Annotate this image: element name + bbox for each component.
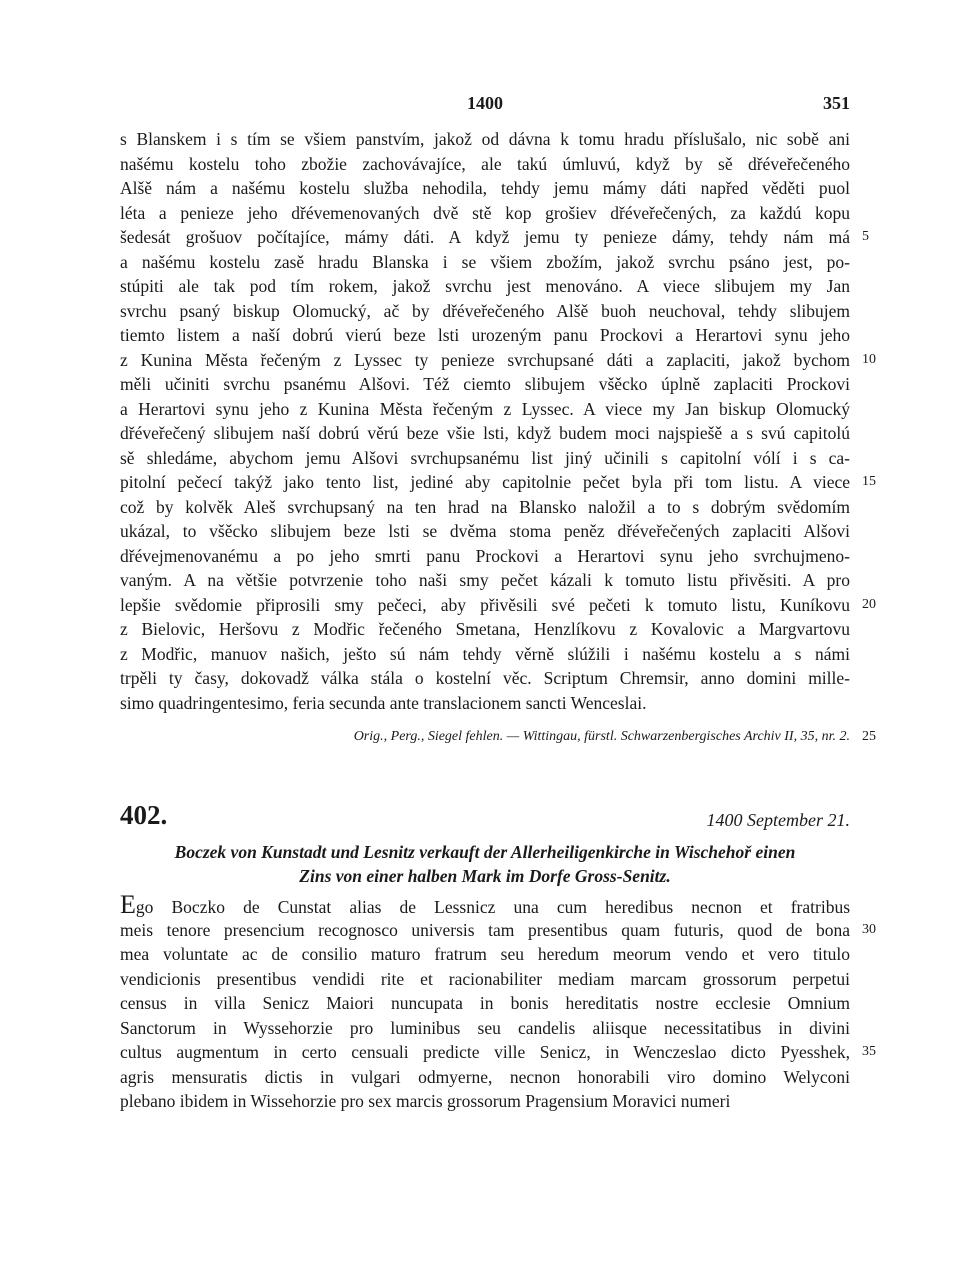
initial-letter: E	[120, 890, 136, 919]
text-line	[120, 1040, 876, 1065]
source-note-text: Orig., Perg., Siegel fehlen. — Wittingau, fürstl. Schwarzenbergisches Archiv II, 35, nr. 2.	[353, 729, 850, 744]
line-text	[120, 890, 850, 920]
line-text: našému kostelu toho zbožie zachovávajíce, ale takú úmluvú, když by sě dřéveřečeného	[120, 153, 850, 174]
line-number: 20	[862, 596, 876, 612]
line-text: svrchu psaný biskup Olomucký, ač by dřéveřečeného Alšě buoh neuchoval, tehdy slibujem	[120, 300, 850, 321]
line-number: 35	[862, 1044, 876, 1059]
line-text: vaným. A na většie potvrzenie toho naši smy pečet kázali k tomuto listu přivěsiti. A pro	[120, 570, 850, 590]
text-line	[120, 642, 850, 667]
line-number: 25	[862, 729, 876, 744]
text-line	[120, 544, 850, 569]
line-text: agris mensuratis dictis in vulgari odmyerne, necnon honorabili viro domino Welyconi	[120, 1066, 850, 1087]
text-line	[120, 617, 850, 642]
text-line	[120, 127, 850, 152]
running-head-year: 1400	[467, 93, 503, 113]
line-text: trpěli ty časy, dokovadž válka stála o kostelní věc. Scriptum Chremsir, anno domini mille-	[120, 668, 850, 688]
text-line	[120, 421, 850, 446]
document-date: 1400 September 21.	[706, 810, 850, 830]
document-text	[120, 890, 876, 1114]
line-number: 15	[862, 474, 876, 489]
regest-line: Zins von einer halben Mark im Dorfe Gross-Senitz.	[299, 866, 671, 886]
regest-line: Boczek von Kunstadt und Lesnitz verkauft der Allerheiligenkirche in Wischehoř einen	[174, 842, 796, 862]
document-number: 402.	[120, 800, 168, 830]
line-text: simo quadringentesimo, feria secunda ante translacionem sancti Wenceslai.	[120, 692, 647, 713]
text-line	[120, 299, 850, 324]
text-line	[120, 1016, 850, 1041]
text-line	[120, 890, 850, 919]
continuation-text	[120, 127, 876, 715]
line-text-rest: go Boczko de Cunstat alias de Lessnicz una cum heredibus necnon et fratribus	[135, 897, 850, 917]
text-line	[120, 1089, 850, 1114]
line-number: 10	[862, 351, 876, 367]
line-text: stúpiti ale tak pod tím rokem, jakož svrchu jest menováno. A viece slibujem my Jan	[120, 276, 850, 296]
text-line	[120, 568, 850, 593]
text-line	[120, 348, 876, 373]
line-text: census in villa Senicz Maiori nuncupata in bonis hereditatis nostre ecclesie Omnium	[120, 993, 850, 1013]
document-regest	[120, 840, 850, 888]
text-line	[120, 446, 850, 471]
line-text: pitolní pečecí takýž jako tento list, jediné aby capitolnie pečet byla při tom listu. A viece	[120, 472, 850, 492]
line-text: měli učiniti svrchu psanému Alšovi. Též ciemto slibujem všěcko úplně zaplaciti Prockovi	[120, 374, 850, 394]
line-text: z Modřic, manuov našich, ješto sú nám tehdy věrně slúžili i našému kostelu a s námi	[120, 643, 850, 664]
source-note	[120, 729, 876, 745]
line-text: šedesát grošuov počítajíce, mámy dáti. A když jemu ty penieze dámy, tehdy nám má	[120, 227, 850, 247]
text-line	[120, 176, 850, 201]
text-line	[120, 372, 850, 397]
running-head	[120, 93, 850, 117]
line-number: 5	[862, 229, 869, 244]
line-text: s Blanskem i s tím se všiem panstvím, jakož od dávna k tomu hradu příslušalo, nic sobě ani	[120, 129, 850, 149]
text-line	[120, 942, 850, 967]
text-line	[120, 397, 850, 422]
line-text: vendicionis presentibus vendidi rite et racionabiliter mediam marcam grossorum perpetui	[120, 968, 850, 989]
text-line	[120, 274, 850, 299]
text-line	[120, 918, 876, 943]
text-line	[120, 666, 850, 691]
text-line	[120, 519, 850, 544]
line-text: mea voluntate ac de consilio maturo fratrum seu heredum meorum vendo et vero titulo	[120, 944, 850, 964]
text-line	[120, 323, 850, 348]
line-text: Sanctorum in Wyssehorzie pro luminibus seu candelis aliisque necessitatibus in divini	[120, 1017, 850, 1038]
text-line	[120, 201, 850, 226]
line-number: 30	[862, 921, 876, 937]
text-line	[120, 495, 850, 520]
line-text: a našému kostelu zasě hradu Blanska i se všiem zbožím, jakož svrchu psáno jest, po-	[120, 251, 850, 272]
line-text: dřévejmenovanému a po jeho smrti panu Prockovi a Herartovi synu jeho svrchujmeno-	[120, 545, 850, 566]
line-text: ukázal, to všěcko slibujem beze lsti se dvěma stoma peněz dřéveřečených zaplaciti Alšovi	[120, 521, 850, 541]
line-text: z Bielovic, Heršovu z Modřic řečeného Smetana, Henzlíkovu z Kovalovic a Margvartovu	[120, 619, 850, 639]
text-line	[120, 225, 869, 250]
line-text: meis tenore presencium recognosco universis tam presentibus quam futuris, quod de bona	[120, 919, 850, 940]
line-text: Alšě nám a našému kostelu služba nehodila, tehdy jemu mámy dáti napřed věděti puol	[120, 178, 850, 198]
text-line	[120, 691, 850, 716]
text-line	[120, 1065, 850, 1090]
line-text: což by kolvěk Aleš svrchupsaný na ten hrad na Blansko naložil a to s dobrým svědomím	[120, 496, 850, 517]
text-line	[120, 152, 850, 177]
line-text: tiemto listem a naší dobrú vierú beze lsti urozeným panu Prockovi a Herartovi synu jeho	[120, 325, 850, 345]
line-text: z Kunina Města řečeným z Lyssec ty penieze svrchupsané dáti a zaplaciti, jakož bychom	[120, 349, 850, 370]
text-line	[120, 967, 850, 992]
line-text: plebano ibidem in Wissehorzie pro sex marcis grossorum Pragensium Moravici numeri	[120, 1091, 731, 1111]
line-text: a Herartovi synu jeho z Kunina Města řečeným z Lyssec. A viece my Jan biskup Olomucký	[120, 398, 850, 419]
text-line	[120, 593, 876, 618]
page-number: 351	[823, 93, 850, 113]
text-line	[120, 250, 850, 275]
line-text: léta a penieze jeho dřévemenovaných dvě stě kop grošiev dřéveřečených, za každú kopu	[120, 202, 850, 223]
line-text: sě shledáme, abychom jemu Alšovi svrchupsanému list jiný učinili s capitolní vólí i s ca-	[120, 447, 850, 468]
text-line	[120, 470, 876, 495]
line-text: cultus augmentum in certo censuali predicte ville Senicz, in Wenczeslao dicto Pyesshek,	[120, 1042, 850, 1062]
text-line	[120, 991, 850, 1016]
line-text: lepšie svědomie připrosili smy pečeci, aby přivěsili své pečeti k tomuto listu, Kuníkovu	[120, 594, 850, 615]
line-text: dřéveřečený slibujem naší dobrú věrú beze všie lsti, když budem moci najspiešě a s svú capitolú	[120, 423, 850, 443]
